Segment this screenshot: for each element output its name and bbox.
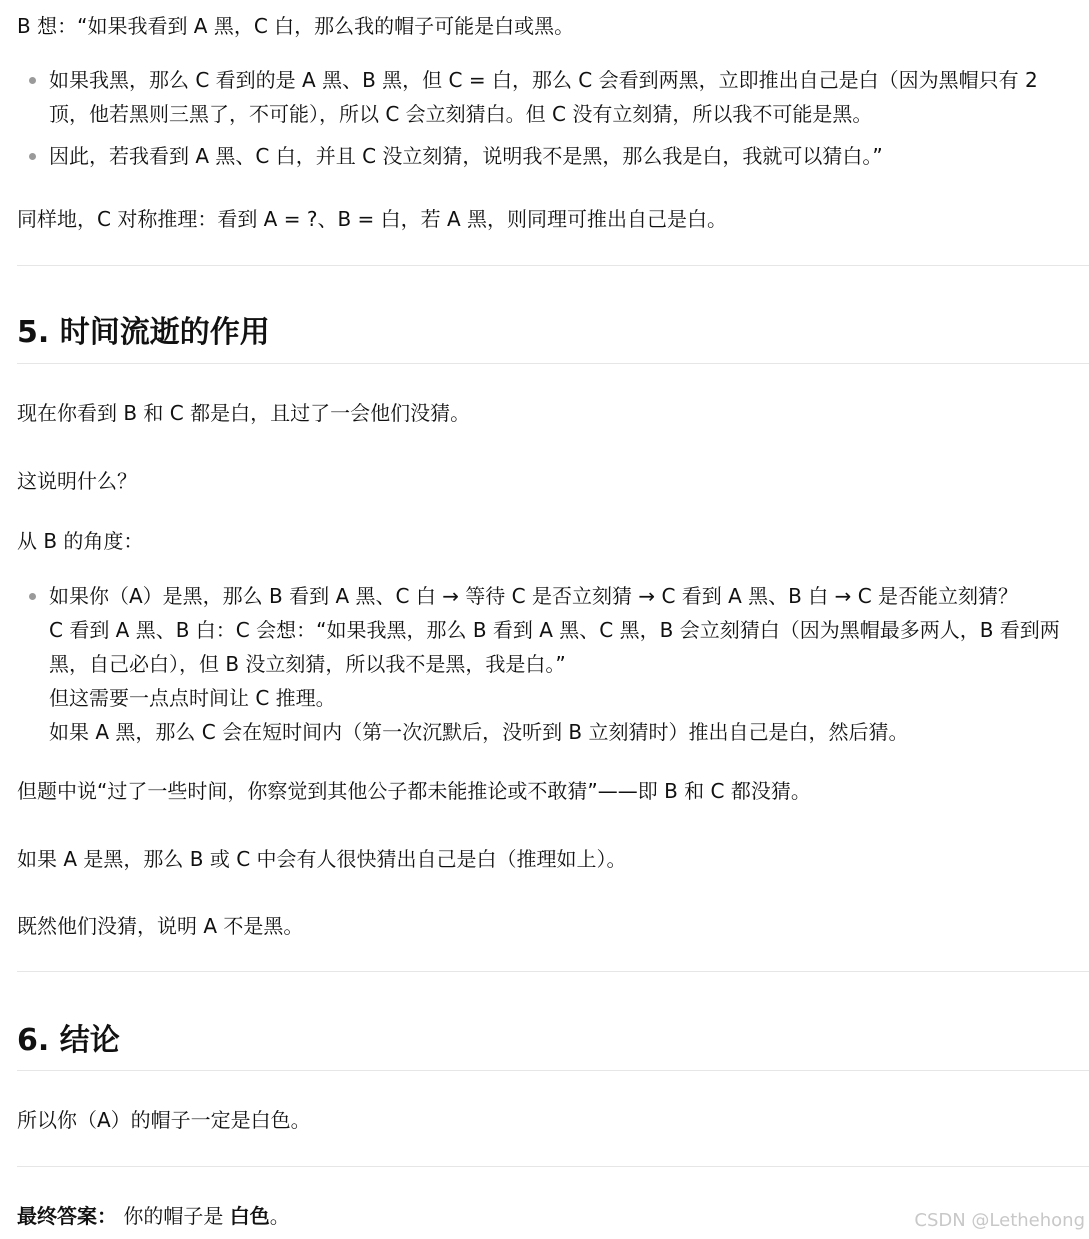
paragraph: 从 B 的角度：	[17, 529, 144, 553]
final-answer-text: 你的帽子是	[117, 1204, 230, 1228]
list-item-line: C 看到 A 黑、B 白：C 会想：“如果我黑，那么 B 看到 A 黑、C 黑，B 会立刻猜白（因为黑帽最多两人，B 看到两	[49, 618, 1060, 642]
section-6-heading: 6. 结论	[17, 1023, 120, 1058]
divider	[17, 971, 1089, 972]
divider	[17, 1166, 1089, 1167]
paragraph: 现在你看到 B 和 C 都是白，且过了一会他们没猜。	[17, 401, 471, 425]
b-reasoning-list	[17, 63, 1089, 173]
heading-underline	[17, 363, 1089, 364]
paragraph: 如果 A 是黑，那么 B 或 C 中会有人很快猜出自己是白（推理如上）。	[17, 847, 627, 871]
list-item-line: 如果 A 黑，那么 C 会在短时间内（第一次沉默后，没听到 B 立刻猜时）推出自己是白，然后猜。	[49, 720, 909, 744]
list-item-line: 因此，若我看到 A 黑、C 白，并且 C 没立刻猜，说明我不是黑，那么我是白，我就可以猜白。”	[49, 144, 883, 168]
list-item-line: 如果你（A）是黑，那么 B 看到 A 黑、C 白 → 等待 C 是否立刻猜 → C 看到 A 黑、B 白 → C 是否能立刻猜？	[49, 584, 1019, 608]
final-answer-label: 最终答案：	[17, 1204, 117, 1228]
list-item	[17, 579, 1089, 749]
list-item-line: 顶，他若黑则三黑了，不可能），所以 C 会立刻猜白。但 C 没有立刻猜，所以我不可能是黑。	[49, 102, 873, 126]
list-item	[17, 63, 1089, 131]
symmetric-paragraph: 同样地，C 对称推理：看到 A = ?、B = 白，若 A 黑，则同理可推出自己是白。	[17, 207, 728, 231]
paragraph: 但题中说“过了一些时间，你察觉到其他公子都未能推论或不敢猜”——即 B 和 C 都没猜。	[17, 779, 811, 803]
list-item-line: 如果我黑，那么 C 看到的是 A 黑、B 黑，但 C = 白，那么 C 会看到两黑，立即推出自己是白（因为黑帽只有 2	[49, 68, 1038, 92]
b-perspective-list	[17, 579, 1089, 749]
final-answer-paragraph	[17, 1199, 290, 1233]
list-item-line: 但这需要一点点时间让 C 推理。	[49, 686, 336, 710]
list-item	[17, 139, 1089, 173]
heading-underline	[17, 1070, 1089, 1071]
b-thought-paragraph: B 想：“如果我看到 A 黑，C 白，那么我的帽子可能是白或黑。	[17, 14, 575, 38]
paragraph: 这说明什么？	[17, 469, 137, 493]
list-item-line: 黑，自己必白），但 B 没立刻猜，所以我不是黑，我是白。”	[49, 652, 566, 676]
section-5-heading: 5. 时间流逝的作用	[17, 315, 270, 350]
final-answer-end: 。	[269, 1204, 290, 1228]
final-answer-value: 白色	[229, 1204, 270, 1228]
divider	[17, 265, 1089, 266]
csdn-watermark: CSDN @Lethehong	[914, 1210, 1085, 1231]
conclusion-paragraph: 所以你（A）的帽子一定是白色。	[17, 1108, 311, 1132]
paragraph: 既然他们没猜，说明 A 不是黑。	[17, 914, 304, 938]
